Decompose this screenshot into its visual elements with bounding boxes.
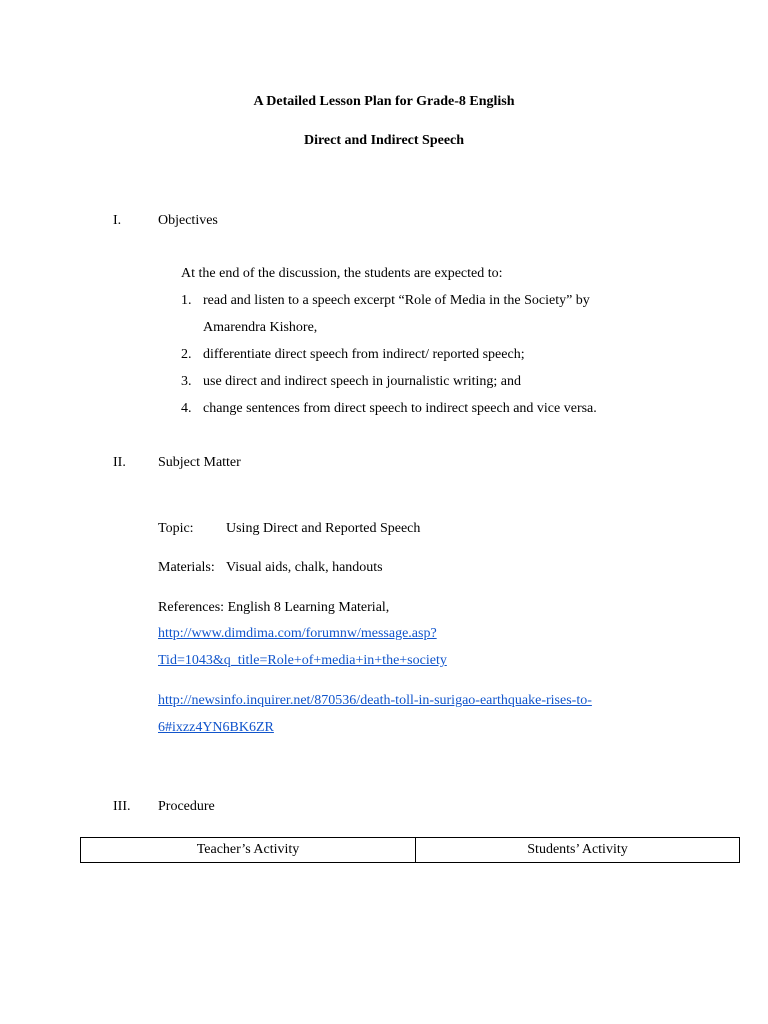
objectives-intro: At the end of the discussion, the students are expected to: <box>181 266 503 281</box>
section-heading-procedure: Procedure <box>158 799 215 814</box>
materials-value: Visual aids, chalk, handouts <box>226 560 383 575</box>
section-numeral-subject-matter: II. <box>113 455 126 470</box>
table-header-row <box>81 838 740 863</box>
document-subtitle: Direct and Indirect Speech <box>303 133 465 148</box>
list-item-continuation: Amarendra Kishore, <box>203 320 318 335</box>
list-item-number: 4. <box>181 401 192 416</box>
list-item-number: 2. <box>181 347 192 362</box>
section-numeral-objectives: I. <box>113 213 122 228</box>
references-text: References: English 8 Learning Material, <box>158 600 390 615</box>
section-heading-subject-matter: Subject Matter <box>158 455 241 470</box>
document-title: A Detailed Lesson Plan for Grade-8 English <box>253 94 515 109</box>
reference-link-inquirer-continued[interactable]: 6#ixzz4YN6BK6ZR <box>158 720 274 735</box>
reference-link-dimdima[interactable]: http://www.dimdima.com/forumnw/message.asp? <box>158 626 437 641</box>
procedure-table <box>80 837 740 863</box>
reference-link-dimdima-continued[interactable]: Tid=1043&q_title=Role+of+media+in+the+society <box>158 653 447 668</box>
list-item: read and listen to a speech excerpt “Role of Media in the Society” by <box>203 293 590 308</box>
list-item: differentiate direct speech from indirect/ reported speech; <box>203 347 525 362</box>
topic-label: Topic: <box>158 521 194 536</box>
section-heading-objectives: Objectives <box>158 213 218 228</box>
list-item-number: 3. <box>181 374 192 389</box>
column-header-teachers-activity: Teacher’s Activity <box>81 838 416 863</box>
materials-label: Materials: <box>158 560 215 575</box>
column-header-students-activity: Students’ Activity <box>416 838 740 863</box>
list-item-number: 1. <box>181 293 192 308</box>
list-item: use direct and indirect speech in journalistic writing; and <box>203 374 522 389</box>
section-numeral-procedure: III. <box>113 799 131 814</box>
list-item: change sentences from direct speech to indirect speech and vice versa. <box>203 401 597 416</box>
topic-value: Using Direct and Reported Speech <box>226 521 421 536</box>
reference-link-inquirer[interactable]: http://newsinfo.inquirer.net/870536/death-toll-in-surigao-earthquake-rises-to- <box>158 693 592 708</box>
